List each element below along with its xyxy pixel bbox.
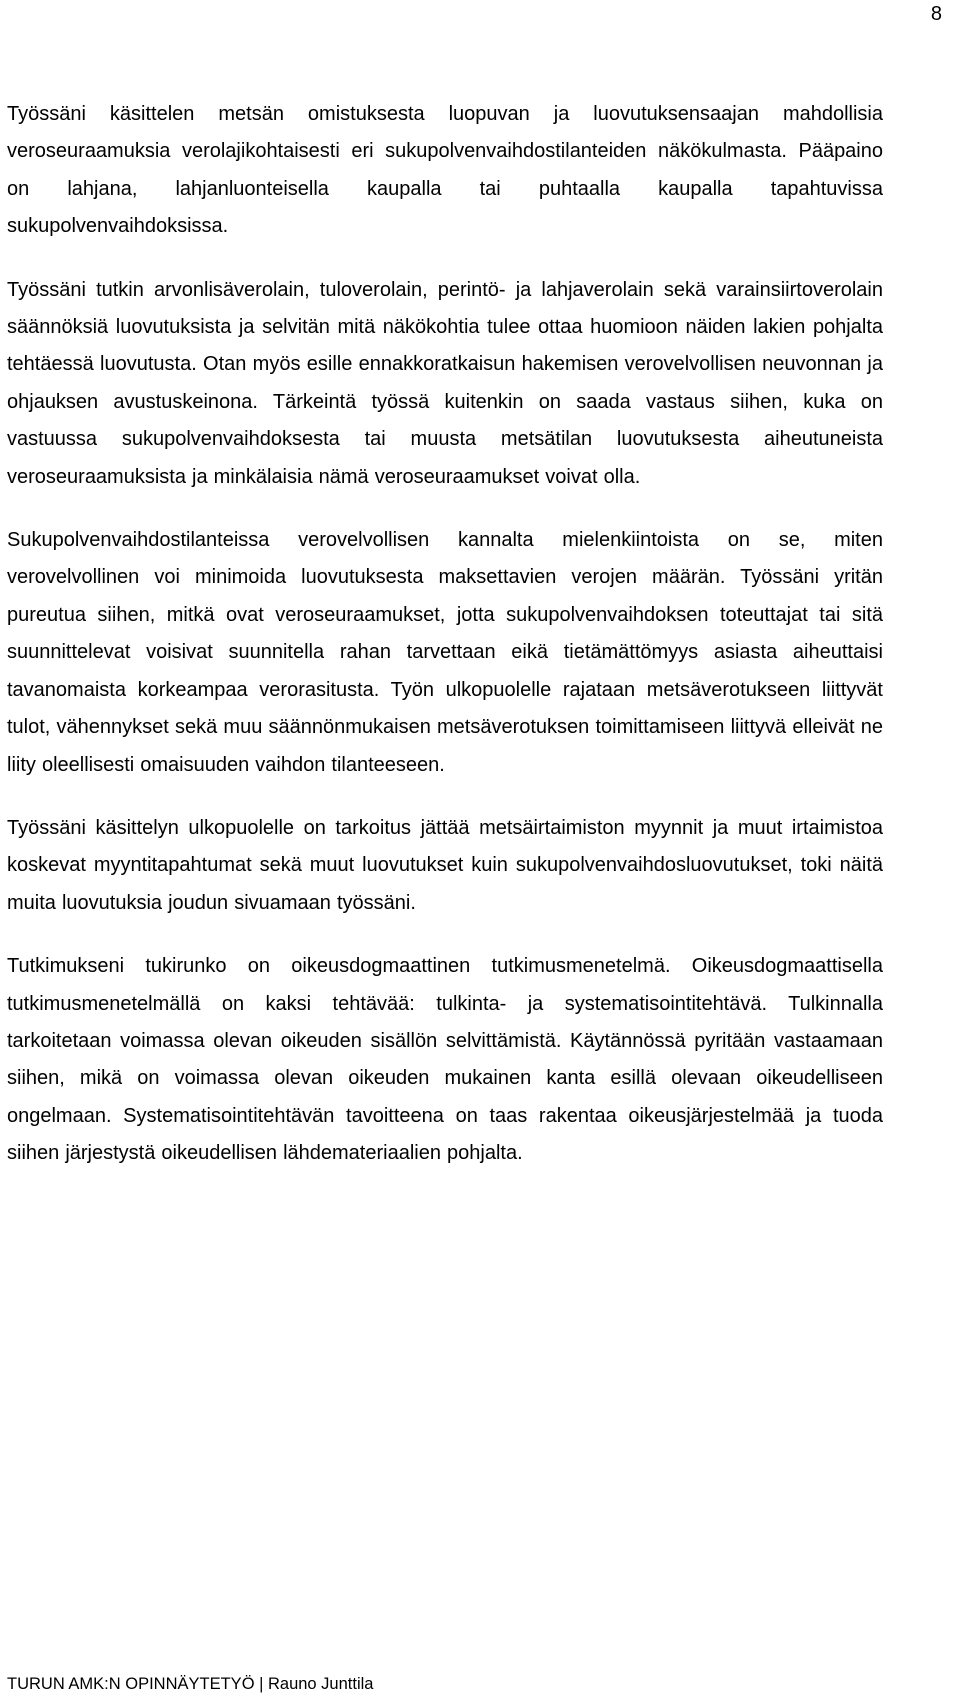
- paragraph-exclusions: Työssäni käsittelyn ulkopuolelle on tarkoitus jättää metsäirtaimiston myynnit ja muut irtaimistoa koskevat myyntitapahtumat sekä muut luovutukset kuin sukupolvenvaihdosluovutukset, toki näitä muita luovutuksia joudun sivuamaan työssäni.: [7, 816, 883, 914]
- paragraph-method: Tutkimukseni tukirunko on oikeusdogmaattinen tutkimusmenetelmä. Oikeusdogmaattisella tutkimusmenetelmällä on kaksi tehtävää: tulkinta- ja systematisointitehtävä. Tulkinnalla tarkoitetaan voimassa olevan oikeuden sisällön selvittämistä. Käytännössä pyritään vastaamaan siihen, mikä on voimassa olevan oikeuden mukainen kanta esillä olevaan oikeudelliseen ongelmaan. Systematisointitehtävän tavoitteena on taas rakentaa oikeusjärjestelmää ja tuoda siihen järjestystä oikeudellisen lähdemateriaalien pohjalta.: [7, 955, 883, 1165]
- paragraph-scope: Työssäni käsittelen metsän omistuksesta luopuvan ja luovutuksensaajan mahdollisia veroseuraamuksia verolajikohtaisesti eri sukupolvenvaihdostilanteiden näkökulmasta. Pääpaino on lahjana, lahjanluonteisella kaupalla tai puhtaalla kaupalla tapahtuvissa sukupolvenvaihdoksissa.: [7, 103, 883, 238]
- page-number: 8: [930, 3, 942, 25]
- paragraph-research-laws: Työssäni tutkin arvonlisäverolain, tuloverolain, perintö- ja lahjaverolain sekä varainsiirtoverolain säännöksiä luovutuksista ja selvitän mitä näkökohtia tulee ottaa huomioon näiden lakien pohjalta tehtäessä luovutusta. Otan myös esille ennakkoratkaisun hakemisen verovelvollisen neuvonnan ja ohjauksen avustuskeinona. Tärkeintä työssä kuitenkin on saada vastaus siihen, kuka on vastuussa sukupolvenvaihdoksesta tai muusta metsätilan luovutuksesta aiheutuneista veroseuraamuksista ja minkälaisia nämä veroseuraamukset voivat olla.: [7, 278, 883, 488]
- page-footer: TURUN AMK:N OPINNÄYTETYÖ | Rauno Junttila: [7, 1675, 374, 1693]
- paragraph-tax-minimization: Sukupolvenvaihdostilanteissa verovelvollisen kannalta mielenkiintoista on se, miten verovelvollinen voi minimoida luovutuksesta maksettavien verojen määrän. Työssäni yritän pureutua siihen, mitkä ovat veroseuraamukset, jotta sukupolvenvaihdoksen toteuttajat tai sitä suunnittelevat voisivat suunnitella rahan tarvettaan eikä tietämättömyys asiasta aiheuttaisi tavanomaista korkeampaa verorasitusta. Työn ulkopuolelle rajataan metsäverotukseen liittyvät tulot, vähennykset sekä muu säännönmukaisen metsäverotuksen toimittamiseen liittyvä elleivät ne liity oleellisesti omaisuuden vaihdon tilanteeseen.: [7, 529, 883, 776]
- document-body: [7, 96, 883, 1199]
